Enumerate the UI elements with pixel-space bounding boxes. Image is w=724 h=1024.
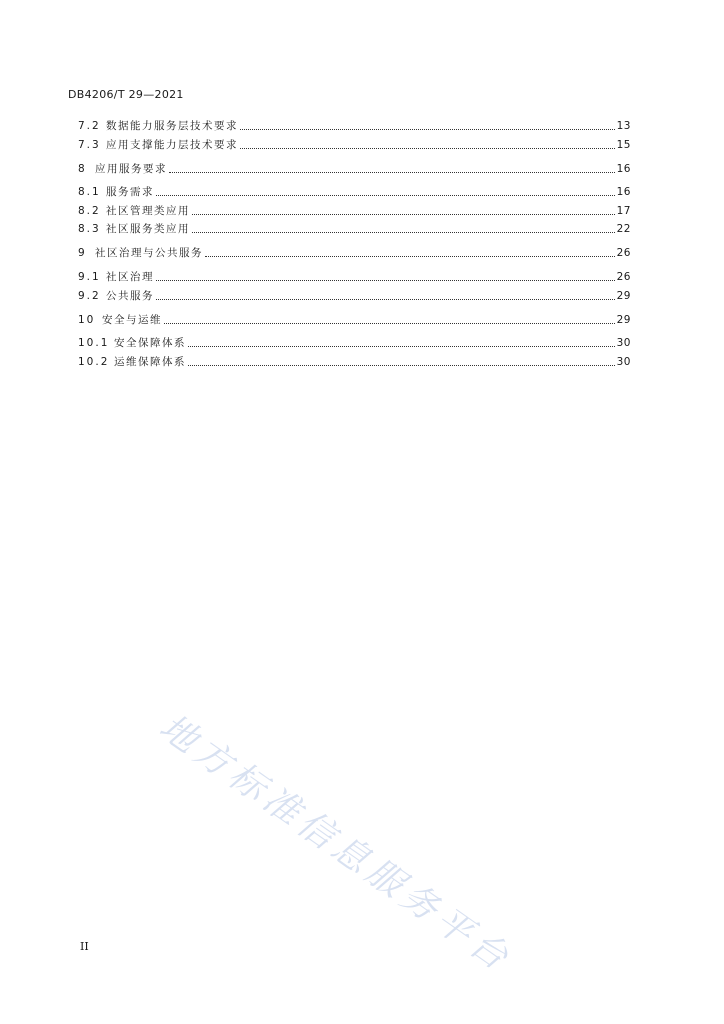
- watermark: 地方标准信息服务平台: [151, 706, 520, 982]
- toc-entry[interactable]: [78, 185, 631, 199]
- toc-leader-dots: [156, 298, 615, 300]
- toc-entry-title: 社区治理与公共服务: [95, 247, 203, 259]
- toc-entry[interactable]: [78, 222, 631, 236]
- toc-entry[interactable]: [78, 270, 631, 284]
- toc-entry-page: 29: [616, 290, 631, 302]
- toc-entry-number: 8: [78, 163, 87, 175]
- toc-entry-title: 公共服务: [106, 290, 154, 302]
- toc-leader-dots: [205, 255, 615, 257]
- toc-entry-title: 社区治理: [106, 271, 154, 283]
- toc-entry-page: 16: [616, 186, 631, 198]
- toc-leader-dots: [188, 345, 615, 347]
- toc-entry[interactable]: [78, 355, 631, 369]
- toc-entry-number: 10.2: [78, 356, 110, 368]
- page-number: II: [80, 940, 89, 953]
- toc-entry-page: 30: [616, 356, 631, 368]
- toc-entry-title: 服务需求: [106, 186, 154, 198]
- toc-entry-number: 8.3: [78, 223, 101, 235]
- toc-entry-page: 17: [616, 205, 631, 217]
- toc-leader-dots: [156, 194, 615, 196]
- toc-leader-dots: [188, 364, 615, 366]
- toc-entry-page: 16: [616, 163, 631, 175]
- toc-leader-dots: [164, 322, 615, 324]
- toc-entry-title: 社区服务类应用: [106, 223, 190, 235]
- toc-entry-number: 10.1: [78, 337, 110, 349]
- toc-entry-title: 数据能力服务层技术要求: [106, 120, 238, 132]
- toc-leader-dots: [169, 171, 615, 173]
- table-of-contents: [0, 0, 724, 400]
- toc-entry-title: 安全与运维: [102, 314, 162, 326]
- toc-leader-dots: [192, 231, 615, 233]
- toc-entry-title: 社区管理类应用: [106, 205, 190, 217]
- toc-entry-number: 8.2: [78, 205, 101, 217]
- toc-entry-number: 8.1: [78, 186, 101, 198]
- toc-entry-title: 安全保障体系: [114, 337, 186, 349]
- toc-leader-dots: [192, 213, 615, 215]
- toc-entry-number: 9: [78, 247, 87, 259]
- toc-entry[interactable]: [78, 336, 631, 350]
- toc-entry[interactable]: [78, 138, 631, 152]
- toc-entry[interactable]: [78, 313, 631, 327]
- toc-entry[interactable]: [78, 246, 631, 260]
- toc-entry-title: 运维保障体系: [114, 356, 186, 368]
- toc-entry-title: 应用服务要求: [95, 163, 167, 175]
- toc-entry[interactable]: [78, 289, 631, 303]
- document-id: DB4206/T 29—2021: [68, 88, 184, 101]
- toc-entry-page: 13: [616, 120, 631, 132]
- toc-leader-dots: [240, 147, 615, 149]
- toc-entry-page: 26: [616, 247, 631, 259]
- toc-entry-page: 26: [616, 271, 631, 283]
- toc-entry-title: 应用支撑能力层技术要求: [106, 139, 238, 151]
- toc-entry[interactable]: [78, 204, 631, 218]
- toc-entry-number: 9.2: [78, 290, 101, 302]
- toc-entry-page: 29: [616, 314, 631, 326]
- toc-entry-page: 22: [616, 223, 631, 235]
- toc-entry-number: 10: [78, 314, 96, 326]
- toc-entry[interactable]: [78, 119, 631, 133]
- toc-entry-number: 9.1: [78, 271, 101, 283]
- toc-leader-dots: [156, 279, 615, 281]
- toc-entry-page: 15: [616, 139, 631, 151]
- toc-leader-dots: [240, 128, 615, 130]
- toc-entry[interactable]: [78, 162, 631, 176]
- toc-entry-page: 30: [616, 337, 631, 349]
- toc-entry-number: 7.2: [78, 120, 101, 132]
- toc-entry-number: 7.3: [78, 139, 101, 151]
